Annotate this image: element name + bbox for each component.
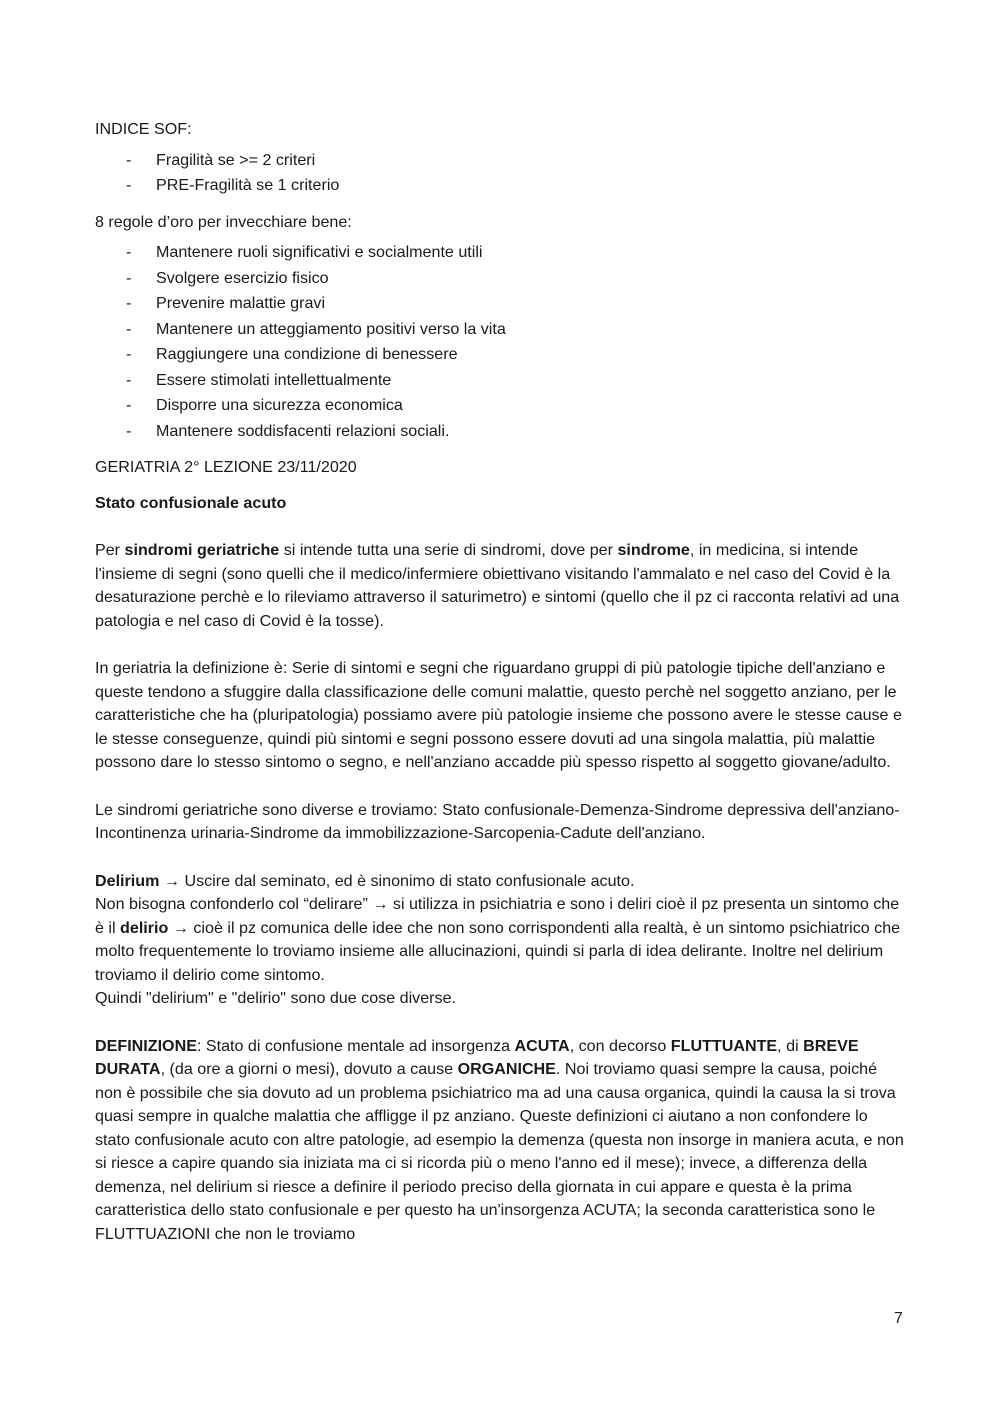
list-item: - Prevenire malattie gravi [95, 291, 907, 317]
paragraph-sindromi: Per sindromi geriatriche si intende tutta una serie di sindromi, dove per sindrome, in medicina, si intende l'insieme di segni (sono quelli che il medico/infermiere obiettivano visitando l'ammalato e nel caso del Covid è la desaturazione perchè e lo rileviamo attraverso il saturimetro) e sintomi (quello che il pz ci racconta relativi ad una patologia e nel caso di Covid è la tosse). [95, 541, 900, 630]
bold-term: FLUTTUANTE [670, 1036, 778, 1055]
list-item: - Mantenere un atteggiamento positivi verso la vita [95, 317, 907, 343]
paragraph-definizione-geriatria: In geriatria la definizione è: Serie di sintomi e segni che riguardano gruppi di più patologie tipiche dell'anziano e queste tendono a sfuggire dalla classificazione delle comuni malattie, questo perchè nel soggetto anziano, per le caratteristiche che ha (pluripatologia) possiamo avere più patologie insieme che possono avere le stesse cause e le stesse conseguenze, quindi più sintomi e segni possono essere dovuti ad una singola malattia, più malattie possono dare lo stesso sintomo o segno, e nell'anziano accadde più spesso rispetto al soggetto giovane/adulto. [95, 659, 902, 771]
document-page [95, 118, 907, 1246]
bold-term: BREVE DURATA [95, 1036, 859, 1078]
list-item: - PRE-Fragilità se 1 criterio [95, 173, 907, 199]
section-title: Stato confusionale acuto [95, 493, 287, 512]
bold-term: ACUTA [514, 1036, 570, 1055]
list-item: - Mantenere ruoli significativi e socialmente utili [95, 240, 907, 266]
paragraph-sindromi-elenco: Le sindromi geriatriche sono diverse e troviamo: Stato confusionale-Demenza-Sindrome depressiva dell'anziano-Incontinenza urinaria-Sindrome da immobilizzazione-Sarcopenia-Cadute dell'anziano. [95, 800, 900, 842]
bold-term: sindromi geriatriche [124, 541, 280, 559]
sof-list [95, 148, 907, 199]
page-number: 7 [894, 1310, 903, 1327]
bold-term: Delirium [95, 871, 160, 890]
paragraph-definizione: DEFINIZIONE: Stato di confusione mentale ad insorgenza ACUTA, con decorso FLUTTUANTE, di BREVE DURATA, (da ore a giorni o mesi), dovuto a cause ORGANICHE. Noi troviamo quasi sempre la causa, poiché non è possibile che sia dovuto ad un problema psichiatrico ma ad una causa organica, quindi la causa la si trova quasi sempre in qualche malattia che affligge il pz anziano. Queste definizioni ci aiutano a non confondere lo stato confusionale acuto con altre patologie, ad esempio la demenza (questa non insorge in maniera acuta, e non si riesce a capire quando sia iniziata ma ci si ricorda più o meno l'anno ed il mese); invece, a differenza della demenza, nel delirium si riesce a definire il periodo preciso della giornata in cui appare e questa è la prima caratteristica dello stato confusionale e per questo ha un'insorgenza ACUTA; la seconda caratteristica sono le FLUTTUAZIONI che non le troviamo [95, 1036, 904, 1243]
sof-title: INDICE SOF: [95, 120, 192, 138]
lesson-header: GERIATRIA 2° LEZIONE 23/11/2020 [95, 458, 357, 476]
bold-term: DEFINIZIONE [95, 1036, 197, 1055]
list-item: - Disporre una sicurezza economica [95, 393, 907, 419]
bold-term: sindrome [617, 541, 690, 559]
bold-term: ORGANICHE [457, 1060, 556, 1078]
rules-title: 8 regole d’oro per invecchiare bene: [95, 212, 352, 231]
list-item: - Fragilità se >= 2 criteri [95, 148, 907, 174]
list-item: - Essere stimolati intellettualmente [95, 368, 907, 394]
bold-term: delirio → [120, 918, 189, 937]
paragraph-delirium: Delirium → Uscire dal seminato, ed è sinonimo di stato confusionale acuto. Non bisogna confonderlo col “delirare” → si utilizza in psichiatria e sono i deliri cioè il pz presenta un sintomo che è il delirio → cioè il pz comunica delle idee che non sono corrispondenti alla realtà, è un sintomo psichiatrico che molto frequentemente lo troviamo insieme alle allucinazioni, quindi si parla di idea delirante. Inoltre nel delirium troviamo il delirio come sintomo. Quindi "delirium" e "delirio" sono due cose diverse. [95, 871, 901, 1007]
list-item: - Raggiungere una condizione di benessere [95, 342, 907, 368]
list-item: - Mantenere soddisfacenti relazioni sociali. [95, 419, 907, 445]
rules-list [95, 240, 907, 444]
list-item: - Svolgere esercizio fisico [95, 266, 907, 292]
